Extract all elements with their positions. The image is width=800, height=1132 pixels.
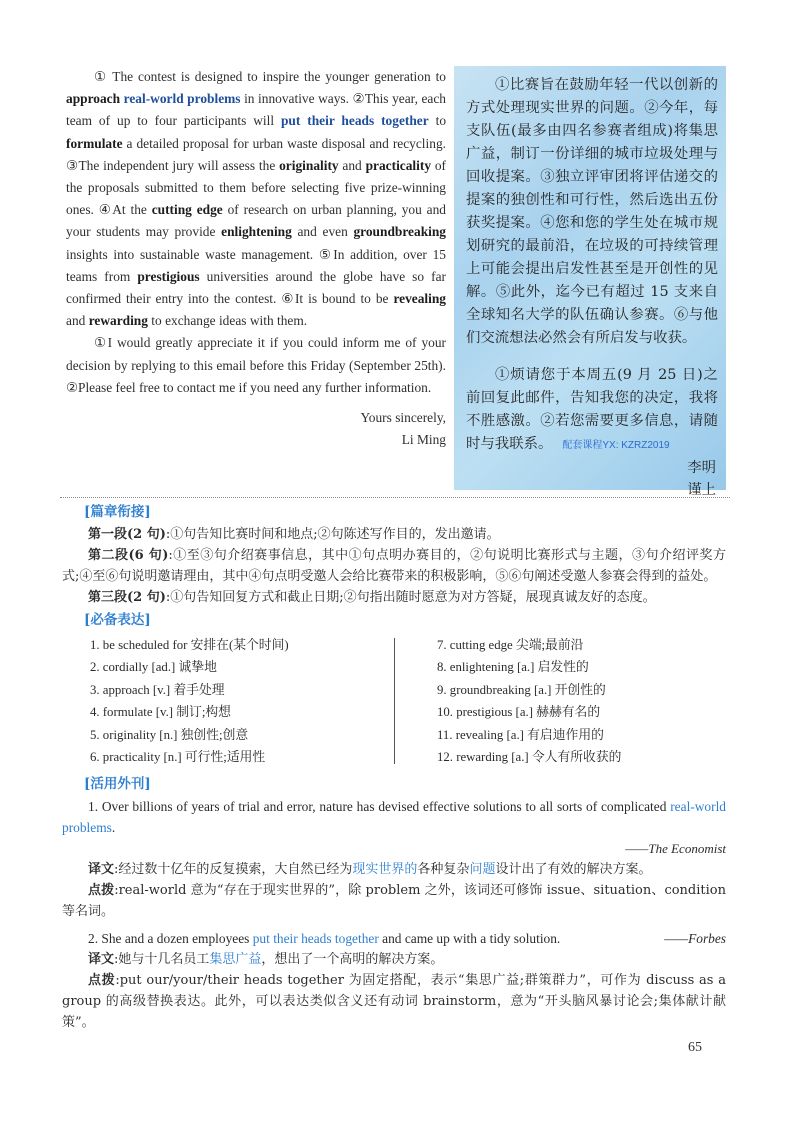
heading-vocab: [必备表达] [84, 612, 151, 628]
chinese-closing: 谨上 [687, 482, 716, 498]
vocab-item: 6. practicality [n.] 可行性;适用性 [90, 750, 266, 765]
key-phrase: prestigious [137, 268, 200, 284]
key-phrase: groundbreaking [353, 224, 446, 240]
translation-2: 译文:她与十几名员工集思广益，想出了一个高明的解决方案。 [88, 952, 444, 967]
vocab-item: 4. formulate [v.] 制订;构想 [90, 705, 231, 720]
analysis-item: 第二段(6 句):①至③句介绍赛事信息，其中①句点明办赛目的，②句说明比赛形式与主题，③句介绍评奖方式;④至⑥句说明邀请理由，其中④句点明受邀人会给比赛带来的积极影响，⑤⑥句阐述受邀人参赛会得到的益处。 [62, 548, 727, 584]
text-run: ① The contest is designed to inspire the younger generation to [94, 69, 446, 84]
text-run: to [428, 113, 447, 129]
vocab-right-column [437, 634, 727, 768]
vocab-left-column [90, 634, 400, 768]
letter-section [66, 66, 726, 498]
vocab-item: 9. groundbreaking [a.] 开创性的 [437, 682, 606, 697]
key-phrase: originality [279, 157, 339, 173]
vocab-item: 8. enlightening [a.] 启发性的 [437, 660, 589, 675]
vocab-item: 2. cordially [ad.] 诚挚地 [90, 660, 217, 675]
note-2: 点拨:put our/your/their heads together 为固定搭配，表示“集思广益;群策群力”，可作为 discuss as a group 的高级替换表达。此外，可以表达类似含义还有动词 brainstorm，意为“开头脑风暴讨论会;集体献计献策”。 [62, 973, 726, 1030]
signature: Li Ming [401, 432, 446, 448]
page-number: 65 [688, 1040, 702, 1055]
key-phrase: practicality [365, 157, 432, 173]
english-paragraph-2: ①I would greatly appreciate it if you could inform me of your decision by replying to this email before this Friday (September 25th). ②Please feel free to contact me if you need any further information. [66, 335, 446, 395]
key-phrase: revealing [393, 291, 446, 307]
english-letter [66, 66, 446, 451]
text-run: of research on urban planning, you and your students may provide [66, 202, 446, 240]
heading-usage: [活用外刊] [84, 776, 151, 792]
text-run: and even [291, 224, 354, 240]
key-phrase: put their heads together [280, 113, 429, 129]
closing: Yours sincerely, [360, 410, 446, 426]
text-run: universities around the globe have so far confirmed their entry into the contest. ⑥It is bound to be [66, 268, 446, 307]
key-phrase: enlightening [221, 224, 292, 240]
example-2: 2. She and a dozen employees put their heads together and came up with a tidy solution. ——Forbes [62, 928, 726, 949]
key-phrase: formulate [66, 135, 123, 151]
dotted-divider [60, 497, 730, 498]
chinese-paragraph-1: ①比赛旨在鼓励年轻一代以创新的方式处理现实世界的问题。②今年，每支队伍(最多由四名参赛者组成)将集思广益，制订一份详细的城市垃圾处理与回收提案。③独立评审团将评估递交的提案的独创性和可行性，然后选出五份获奖提案。④您和您的学生处在城市规划研究的最前沿，在垃圾的可持续管理上可能会提出启发性甚至是开创性的见解。⑤此外，迄今已有超过 15 支来自全球知名大学的队伍确认参赛。⑥与他们交流想法必然会有所启发与收获。 [466, 77, 718, 346]
vocab-item: 11. revealing [a.] 有启迪作用的 [437, 727, 604, 742]
text-run: insights into sustainable waste management. ⑤In addition, over 15 teams from [66, 246, 446, 284]
analysis-item: 第一段(2 句):①句告知比赛时间和地点;②句陈述写作目的，发出邀请。 [88, 527, 500, 542]
text-run: to exchange ideas with them. [147, 313, 308, 329]
vocab-item: 5. originality [n.] 独创性;创意 [90, 727, 249, 742]
analysis-item: 第三段(2 句):①句告知回复方式和截止日期;②句指出随时愿意为对方答疑，展现真诚友好的态度。 [88, 590, 656, 605]
example-1: 1. Over billions of years of trial and error, nature has devised effective solutions to all sorts of complicated real-world problems. [62, 799, 726, 835]
text-run: and [338, 157, 366, 173]
vocab-item: 3. approach [v.] 着手处理 [90, 682, 225, 697]
chinese-paragraph-2: ①烦请您于本周五(9 月 25 日)之前回复此邮件，告知我您的决定，我将不胜感激。②若您需要更多信息，请随时与我联系。 配套课程YX: KZRZ2019 [466, 367, 718, 452]
key-phrase: real-world problems [123, 91, 241, 107]
key-phrase: cutting edge [151, 202, 223, 218]
notes-section [62, 500, 726, 1033]
chinese-name: 李明 [687, 460, 716, 476]
source-forbes: ——Forbes [664, 931, 726, 946]
text-run: in innovative ways. ②This year, each team of up to four participants will [66, 91, 446, 129]
vocab-item: 12. rewarding [a.] 令人有所收获的 [437, 750, 622, 765]
key-phrase: approach [66, 91, 121, 107]
text-run: and [66, 313, 89, 329]
vocab-divider [394, 638, 395, 764]
text-run: a detailed proposal for urban waste disposal and recycling. ③The independent jury will assess the [66, 135, 446, 173]
english-paragraph-1 [66, 66, 446, 332]
key-phrase: rewarding [88, 313, 148, 329]
watermark: 配套课程YX: KZRZ2019 [562, 440, 670, 451]
translation-1: 译文:经过数十亿年的反复摸索，大自然已经为现实世界的各种复杂问题设计出了有效的解决方案。 [88, 862, 652, 877]
vocab-list [62, 634, 726, 770]
note-1: 点拨:real-world 意为“存在于现实世界的”，除 problem 之外，该词还可修饰 issue、situation、condition 等名词。 [62, 883, 726, 919]
chinese-translation-box [454, 66, 726, 498]
text-run: of the proposals submitted to them before selecting five prize-winning ones. ④At the [66, 157, 446, 218]
source-economist: ——The Economist [625, 841, 726, 856]
vocab-item: 10. prestigious [a.] 赫赫有名的 [437, 705, 601, 720]
heading-discourse: [篇章衔接] [84, 504, 151, 520]
vocab-item: 1. be scheduled for 安排在(某个时间) [90, 638, 289, 652]
vocab-item: 7. cutting edge 尖端;最前沿 [437, 638, 584, 652]
